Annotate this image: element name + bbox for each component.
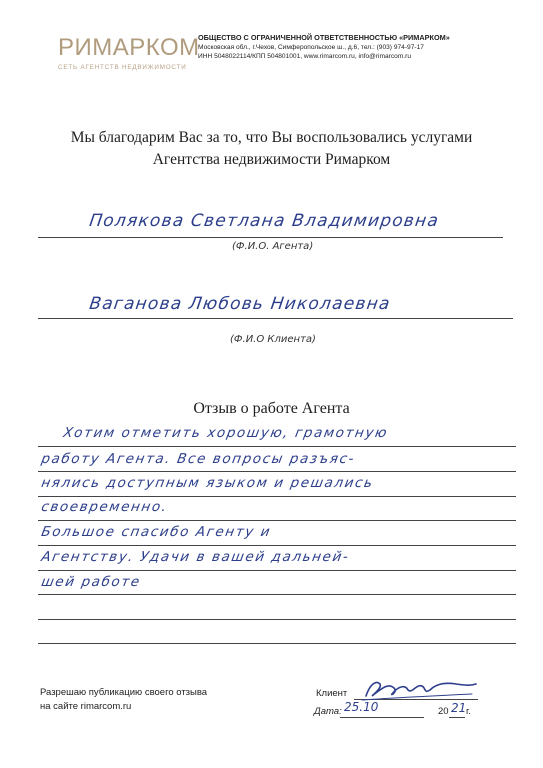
client-name-rule bbox=[38, 318, 513, 319]
client-name-handwritten: Ваганова Любовь Николаевна bbox=[88, 294, 393, 314]
review-rule-4 bbox=[38, 520, 516, 521]
date-label: Дата: bbox=[314, 706, 342, 717]
review-text-line-3: нялись доступным языком и решались bbox=[40, 475, 376, 491]
company-name: ОБЩЕСТВО С ОГРАНИЧЕННОЙ ОТВЕТСТВЕННОСТЬЮ «РИМАРКОМ» bbox=[198, 33, 450, 42]
date-year-prefix: 20 bbox=[438, 706, 449, 717]
agent-name-handwritten: Полякова Светлана Владимировна bbox=[88, 211, 441, 231]
review-rule-6 bbox=[38, 570, 516, 571]
review-text-line-6: Агентству. Удачи в вашей дальней- bbox=[40, 549, 351, 565]
client-signature-label: Клиент bbox=[316, 688, 348, 699]
thanks-line-1: Мы благодарим Вас за то, что Вы воспользовались услугами bbox=[70, 129, 473, 146]
client-caption: (Ф.И.О Клиента) bbox=[230, 334, 316, 345]
review-rule-9 bbox=[38, 643, 516, 644]
date-year-handwritten: 21 bbox=[451, 701, 467, 715]
thanks-line-2: Агентства недвижимости Римарком bbox=[152, 151, 391, 168]
date-year-rule bbox=[449, 717, 465, 718]
date-year-suffix-label: г. bbox=[466, 706, 471, 717]
agent-name-rule bbox=[38, 237, 503, 238]
publish-consent-line-2: на сайте rimarcom.ru bbox=[40, 701, 132, 712]
review-text-line-2: работу Агента. Все вопросы разъяс- bbox=[40, 451, 357, 467]
company-info bbox=[198, 33, 450, 61]
review-rule-7 bbox=[38, 594, 516, 595]
publish-consent-line-1: Разрешаю публикацию своего отзыва bbox=[40, 687, 208, 698]
thanks-text bbox=[0, 127, 543, 171]
company-address: Московская обл., г.Чехов, Симферопольское ш., д.6, тел.: (903) 974-97-17 bbox=[198, 44, 424, 51]
review-rule-3 bbox=[38, 496, 516, 497]
review-rule-1 bbox=[38, 446, 516, 447]
agent-caption: (Ф.И.О. Агента) bbox=[232, 241, 314, 252]
publish-consent bbox=[40, 686, 207, 714]
review-text-line-1: Хотим отметить хорошую, грамотную bbox=[62, 425, 390, 441]
company-tagline: СЕТЬ АГЕНТСТВ НЕДВИЖИМОСТИ bbox=[58, 64, 187, 71]
review-text-line-7: шей работе bbox=[40, 574, 143, 590]
review-rule-8 bbox=[38, 619, 516, 620]
date-day-month-handwritten: 25.10 bbox=[344, 700, 379, 714]
company-requisites: ИНН 5048022114/КПП 504801001, www.rimarcom.ru, info@rimarcom.ru bbox=[198, 53, 412, 60]
date-rule bbox=[340, 717, 424, 718]
review-rule-5 bbox=[38, 545, 516, 546]
review-text-line-5: Большое спасибо Агенту и bbox=[40, 524, 273, 540]
company-logo: РИМАРКОМ bbox=[58, 34, 200, 61]
review-title: Отзыв о работе Агента bbox=[193, 400, 350, 417]
review-text-line-4: своевременно. bbox=[40, 499, 170, 515]
review-rule-2 bbox=[38, 471, 516, 472]
